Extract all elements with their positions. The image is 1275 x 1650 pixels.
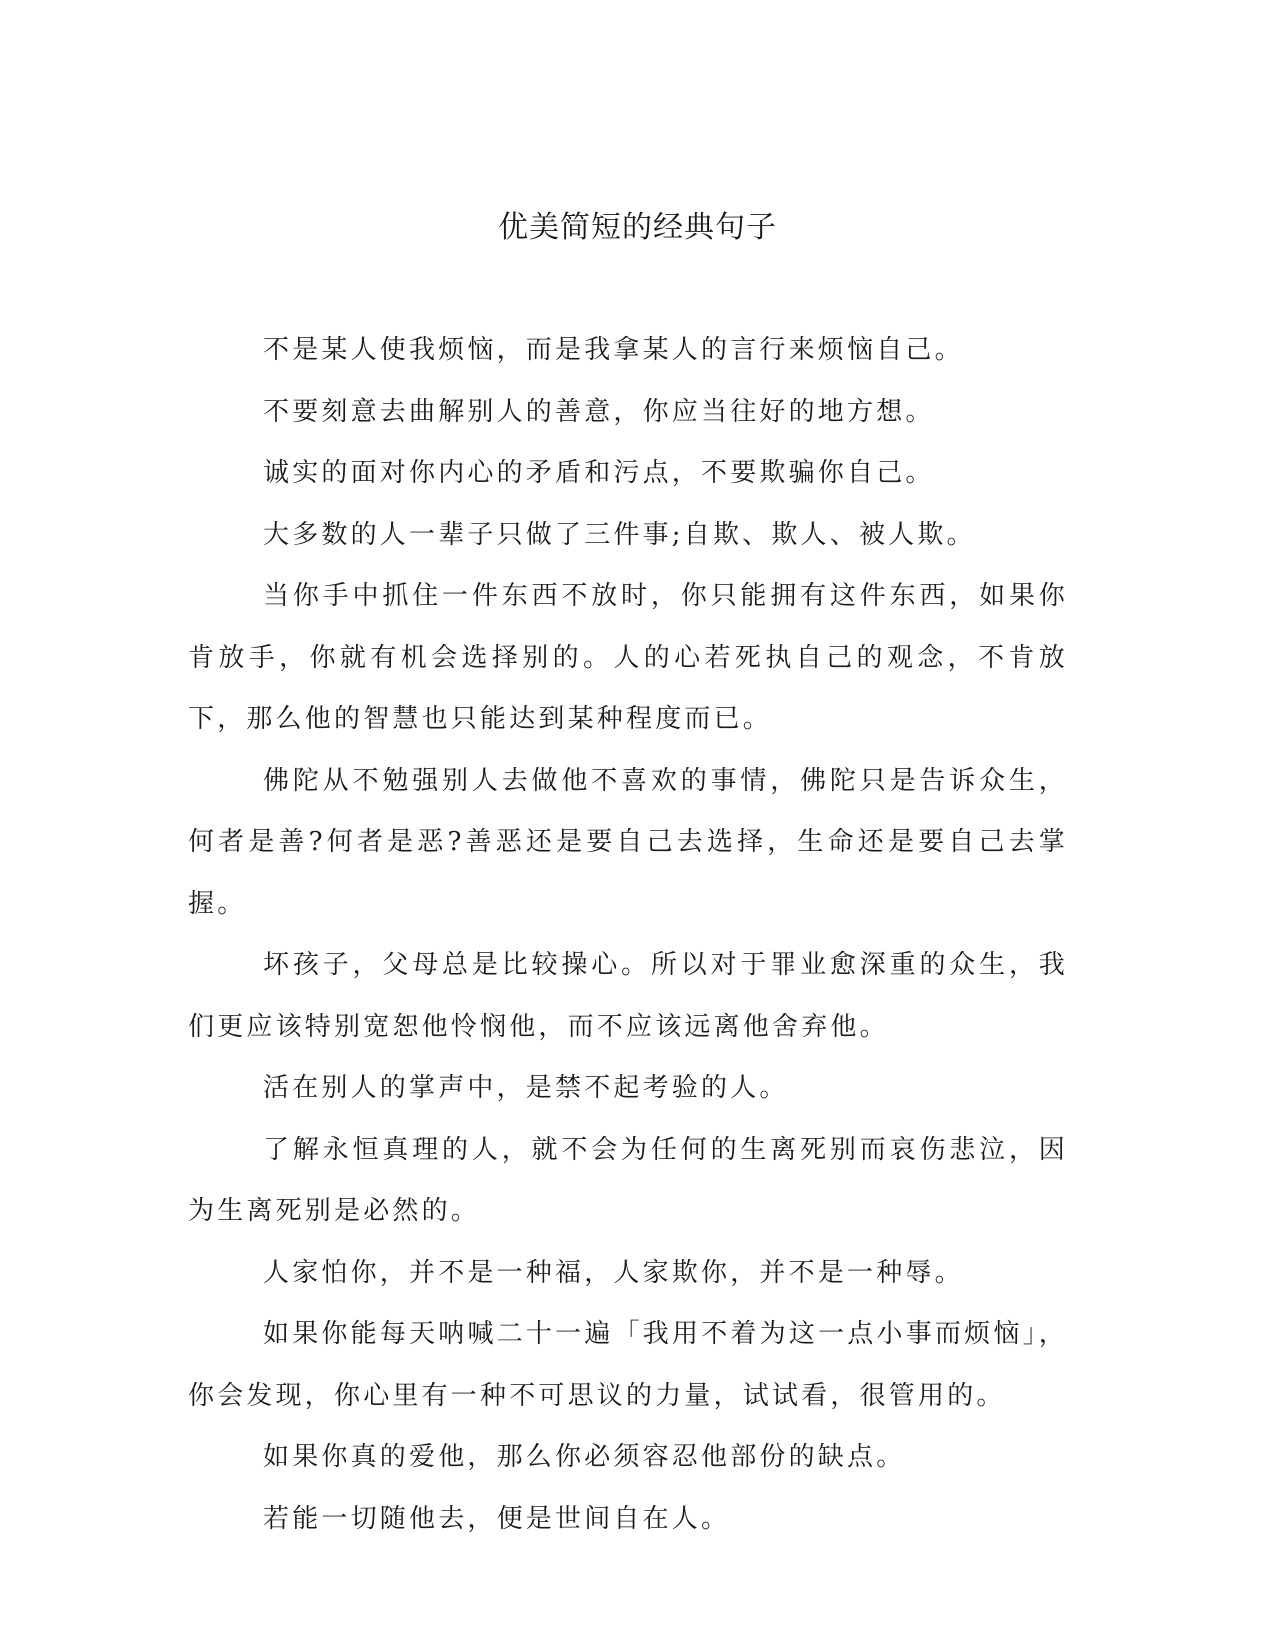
document-title: 优美简短的经典句子 [498,210,777,245]
paragraph-2: 不要刻意去曲解别人的善意，你应当往好的地方想。 [263,396,935,427]
paragraph-10: 人家怕你，并不是一种福，人家欺你，并不是一种辱。 [263,1257,964,1288]
paragraph-4: 大多数的人一辈子只做了三件事;自欺、欺人、被人欺。 [263,519,976,550]
paragraph-11: 如果你能每天呐喊二十一遍「我用不着为这一点小事而烦恼」，你会发现，你心里有一种不可思议的力量，试试看，很管用的。 [188,1319,1068,1411]
paragraph-6: 佛陀从不勉强别人去做他不喜欢的事情，佛陀只是告诉众生，何者是善?何者是恶?善恶还是要自己去选择，生命还是要自己去掌握。 [188,765,1068,919]
document-body [188,320,1068,1550]
paragraph-8: 活在别人的掌声中，是禁不起考验的人。 [263,1073,789,1103]
paragraph-1: 不是某人使我烦恼，而是我拿某人的言行来烦恼自己。 [263,335,964,365]
paragraph-3: 诚实的面对你内心的矛盾和污点，不要欺骗你自己。 [263,458,935,488]
paragraph-5: 当你手中抓住一件东西不放时，你只能拥有这件东西，如果你肯放手，你就有机会选择别的。人的心若死执自己的观念，不肯放下，那么他的智慧也只能达到某种程度而已。 [188,581,1068,734]
paragraph-9: 了解永恒真理的人，就不会为任何的生离死别而哀伤悲泣，因为生离死别是必然的。 [188,1134,1068,1226]
paragraph-12: 如果你真的爱他，那么你必须容忍他部份的缺点。 [263,1442,906,1472]
paragraph-13: 若能一切随他去，便是世间自在人。 [263,1503,731,1534]
paragraph-7: 坏孩子，父母总是比较操心。所以对于罪业愈深重的众生，我们更应该特别宽恕他怜悯他，而不应该远离他舍弃他。 [188,950,1068,1042]
